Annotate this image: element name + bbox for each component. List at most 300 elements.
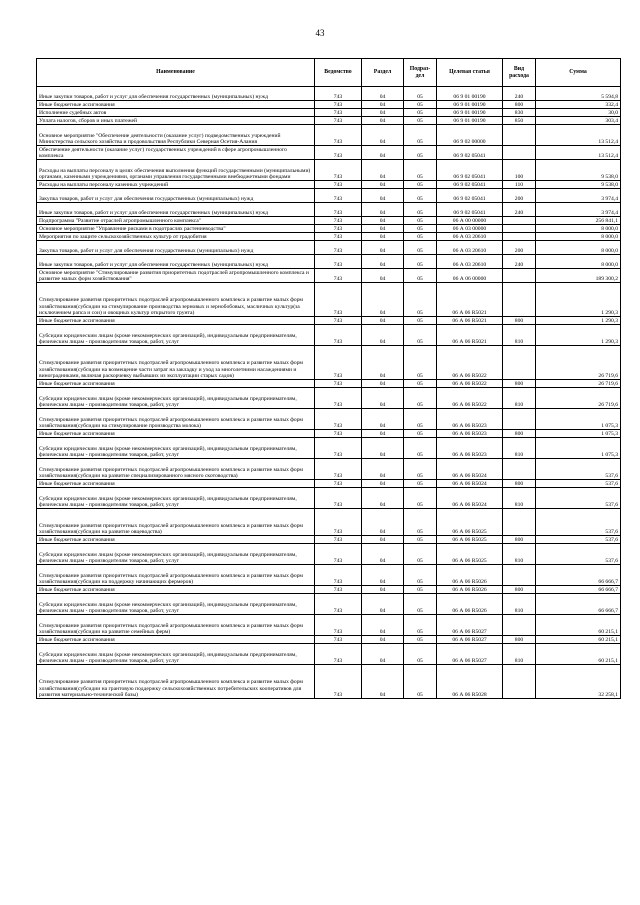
cell-name: Иные бюджетные ассигнования bbox=[37, 317, 315, 325]
cell-section: 04 bbox=[362, 125, 404, 146]
cell-section: 04 bbox=[362, 255, 404, 269]
cell-target: 06 А 06 R5027 bbox=[437, 615, 503, 636]
table-row bbox=[37, 438, 621, 459]
cell-expense bbox=[503, 233, 536, 241]
cell-subsection: 05 bbox=[404, 217, 437, 225]
cell-subsection: 05 bbox=[404, 459, 437, 480]
table-row bbox=[37, 117, 621, 125]
cell-name: Субсидии юридическим лицам (кроме некоммерческих организаций), индивидуальным предпринимателям, физическим лицам - производителям товаров, работ, услуг bbox=[37, 388, 315, 409]
cell-section: 04 bbox=[362, 325, 404, 346]
cell-subsection: 05 bbox=[404, 388, 437, 409]
cell-name: Иные бюджетные ассигнования bbox=[37, 636, 315, 644]
cell-amount: 66 666,7 bbox=[536, 594, 621, 615]
cell-expense bbox=[503, 146, 536, 160]
cell-amount: 3 974,4 bbox=[536, 189, 621, 203]
cell-name: Стимулирование развития приоритетных подотраслей агропромышленного комплекса и развитие малых форм хозяйствования(субсидии на развитие овцеводства) bbox=[37, 509, 315, 536]
cell-ministry: 743 bbox=[315, 117, 362, 125]
cell-amount: 8 000,0 bbox=[536, 255, 621, 269]
cell-ministry: 743 bbox=[315, 536, 362, 544]
cell-subsection: 05 bbox=[404, 430, 437, 438]
cell-subsection: 05 bbox=[404, 509, 437, 536]
cell-section: 04 bbox=[362, 644, 404, 665]
cell-amount: 9 538,0 bbox=[536, 160, 621, 181]
cell-expense: 240 bbox=[503, 87, 536, 101]
cell-expense bbox=[503, 565, 536, 586]
cell-expense: 810 bbox=[503, 388, 536, 409]
cell-amount: 3 974,4 bbox=[536, 203, 621, 217]
cell-expense bbox=[503, 217, 536, 225]
cell-amount: 537,6 bbox=[536, 544, 621, 565]
cell-ministry: 743 bbox=[315, 565, 362, 586]
table-row bbox=[37, 225, 621, 233]
budget-table bbox=[36, 58, 621, 699]
cell-expense: 810 bbox=[503, 488, 536, 509]
table-row bbox=[37, 346, 621, 380]
table-row bbox=[37, 636, 621, 644]
table-row bbox=[37, 488, 621, 509]
cell-subsection: 05 bbox=[404, 241, 437, 255]
table-row bbox=[37, 101, 621, 109]
cell-expense: 810 bbox=[503, 594, 536, 615]
cell-target: 06 А 06 R5024 bbox=[437, 488, 503, 509]
cell-subsection: 05 bbox=[404, 380, 437, 388]
cell-subsection: 05 bbox=[404, 438, 437, 459]
page-number: 43 bbox=[315, 28, 325, 38]
cell-expense bbox=[503, 125, 536, 146]
cell-target: 06 А 06 R5021 bbox=[437, 317, 503, 325]
table-row bbox=[37, 269, 621, 283]
cell-name: Стимулирование развития приоритетных подотраслей агропромышленного комплекса и развитие малых форм хозяйствования(субсидии на развитие семейных ферм) bbox=[37, 615, 315, 636]
cell-target: 06 9 01 00190 bbox=[437, 101, 503, 109]
cell-amount: 60 215,1 bbox=[536, 644, 621, 665]
cell-name: Основное мероприятие "Управление рисками в подотраслях растениеводства" bbox=[37, 225, 315, 233]
cell-name: Закупка товаров, работ и услуг для обеспечения государственных (муниципальных) нужд bbox=[37, 241, 315, 255]
cell-section: 04 bbox=[362, 203, 404, 217]
cell-target: 06 9 02 05041 bbox=[437, 146, 503, 160]
cell-expense: 830 bbox=[503, 109, 536, 117]
table-body bbox=[37, 87, 621, 699]
cell-ministry: 743 bbox=[315, 225, 362, 233]
cell-expense bbox=[503, 225, 536, 233]
cell-name: Субсидии юридическим лицам (кроме некоммерческих организаций), индивидуальным предпринимателям, физическим лицам - производителям товаров, работ, услуг bbox=[37, 544, 315, 565]
cell-name: Иные бюджетные ассигнования bbox=[37, 536, 315, 544]
cell-name: Иные бюджетные ассигнования bbox=[37, 101, 315, 109]
cell-subsection: 05 bbox=[404, 488, 437, 509]
cell-amount: 1 075,3 bbox=[536, 409, 621, 430]
cell-name: Стимулирование развития приоритетных подотраслей агропромышленного комплекса и развитие малых форм хозяйствования(субсидии на грантовую поддержку сельскохозяйственных потребительских кооперативов для развития материально-технической базы) bbox=[37, 665, 315, 699]
cell-ministry: 743 bbox=[315, 430, 362, 438]
cell-amount: 30,0 bbox=[536, 109, 621, 117]
cell-ministry: 743 bbox=[315, 346, 362, 380]
cell-section: 04 bbox=[362, 594, 404, 615]
cell-target: 06 А 06 R5022 bbox=[437, 346, 503, 380]
cell-name: Субсидии юридическим лицам (кроме некоммерческих организаций), индивидуальным предпринимателям, физическим лицам - производителям товаров, работ, услуг bbox=[37, 325, 315, 346]
cell-target: 06 А 03 20610 bbox=[437, 233, 503, 241]
cell-target: 06 А 06 R5026 bbox=[437, 565, 503, 586]
cell-subsection: 05 bbox=[404, 594, 437, 615]
cell-amount: 66 666,7 bbox=[536, 586, 621, 594]
cell-subsection: 05 bbox=[404, 255, 437, 269]
cell-amount: 189 300,2 bbox=[536, 269, 621, 283]
cell-amount: 303,4 bbox=[536, 117, 621, 125]
cell-section: 04 bbox=[362, 488, 404, 509]
cell-expense bbox=[503, 269, 536, 283]
cell-subsection: 05 bbox=[404, 586, 437, 594]
cell-ministry: 743 bbox=[315, 125, 362, 146]
cell-section: 04 bbox=[362, 117, 404, 125]
cell-amount: 13 512,4 bbox=[536, 146, 621, 160]
cell-subsection: 05 bbox=[404, 101, 437, 109]
cell-expense: 200 bbox=[503, 189, 536, 203]
cell-target: 06 А 06 R5024 bbox=[437, 480, 503, 488]
cell-ministry: 743 bbox=[315, 480, 362, 488]
cell-name: Иные бюджетные ассигнования bbox=[37, 430, 315, 438]
cell-ministry: 743 bbox=[315, 101, 362, 109]
cell-section: 04 bbox=[362, 160, 404, 181]
cell-amount: 32 258,1 bbox=[536, 665, 621, 699]
cell-subsection: 05 bbox=[404, 146, 437, 160]
table-row bbox=[37, 430, 621, 438]
cell-ministry: 743 bbox=[315, 160, 362, 181]
cell-subsection: 05 bbox=[404, 87, 437, 101]
cell-section: 04 bbox=[362, 509, 404, 536]
cell-name: Иные бюджетные ассигнования bbox=[37, 586, 315, 594]
table-row bbox=[37, 283, 621, 317]
cell-section: 04 bbox=[362, 544, 404, 565]
cell-target: 06 А 06 R5023 bbox=[437, 438, 503, 459]
cell-expense: 800 bbox=[503, 317, 536, 325]
cell-subsection: 05 bbox=[404, 189, 437, 203]
cell-target: 06 9 02 00000 bbox=[437, 125, 503, 146]
cell-target: 06 А 06 R5022 bbox=[437, 388, 503, 409]
cell-target: 06 А 03 20610 bbox=[437, 241, 503, 255]
cell-target: 06 А 06 R5027 bbox=[437, 644, 503, 665]
cell-name: Основное мероприятие "Стимулирование развития приоритетных подотраслей агропромышленного комплекса и развитие малых форм хозяйствования" bbox=[37, 269, 315, 283]
cell-target: 06 А 06 R5021 bbox=[437, 325, 503, 346]
cell-subsection: 05 bbox=[404, 233, 437, 241]
cell-name: Закупка товаров, работ и услуг для обеспечения государственных (муниципальных) нужд bbox=[37, 189, 315, 203]
cell-expense: 240 bbox=[503, 203, 536, 217]
table-row bbox=[37, 565, 621, 586]
table-row bbox=[37, 241, 621, 255]
table-row bbox=[37, 325, 621, 346]
cell-expense: 800 bbox=[503, 480, 536, 488]
cell-ministry: 743 bbox=[315, 189, 362, 203]
header-target: Целевая статья bbox=[437, 59, 503, 87]
cell-expense: 800 bbox=[503, 636, 536, 644]
cell-amount: 5 594,8 bbox=[536, 87, 621, 101]
cell-expense bbox=[503, 615, 536, 636]
cell-subsection: 05 bbox=[404, 636, 437, 644]
cell-target: 06 А 06 R5022 bbox=[437, 380, 503, 388]
header-section: Раздел bbox=[362, 59, 404, 87]
cell-section: 04 bbox=[362, 665, 404, 699]
cell-ministry: 743 bbox=[315, 317, 362, 325]
cell-name: Подпрограмма "Развитие отраслей агропромышленного комплекса" bbox=[37, 217, 315, 225]
cell-target: 06 9 01 00190 bbox=[437, 87, 503, 101]
cell-amount: 537,6 bbox=[536, 488, 621, 509]
cell-name: Иные бюджетные ассигнования bbox=[37, 480, 315, 488]
table-row bbox=[37, 181, 621, 189]
cell-target: 06 9 01 00190 bbox=[437, 109, 503, 117]
cell-section: 04 bbox=[362, 269, 404, 283]
cell-name: Стимулирование развития приоритетных подотраслей агропромышленного комплекса и развитие малых форм хозяйствования(субсидии на развитие специализированного мясного скотоводства) bbox=[37, 459, 315, 480]
cell-target: 06 А 06 R5028 bbox=[437, 665, 503, 699]
cell-subsection: 05 bbox=[404, 283, 437, 317]
table-row bbox=[37, 409, 621, 430]
table-row bbox=[37, 146, 621, 160]
cell-amount: 1 075,3 bbox=[536, 438, 621, 459]
table-row bbox=[37, 480, 621, 488]
cell-target: 06 А 06 R5025 bbox=[437, 536, 503, 544]
cell-amount: 537,6 bbox=[536, 509, 621, 536]
cell-amount: 537,6 bbox=[536, 459, 621, 480]
cell-name: Стимулирование развития приоритетных подотраслей агропромышленного комплекса и развитие малых форм хозяйствования(субсидии на стимулирование производства зерновых и зернобобовых, масличных культур(за исключением рапса и сои) и овощных культур открытого грунта) bbox=[37, 283, 315, 317]
cell-target: 06 А 06 R5024 bbox=[437, 459, 503, 480]
cell-amount: 26 719,6 bbox=[536, 380, 621, 388]
cell-name: Иные закупки товаров, работ и услуг для обеспечения государственных (муниципальных) нужд bbox=[37, 203, 315, 217]
cell-name: Обеспечение деятельности (оказание услуг) государственных учреждений в сфере агропромышленного комплекса bbox=[37, 146, 315, 160]
cell-amount: 8 000,0 bbox=[536, 233, 621, 241]
cell-name: Субсидии юридическим лицам (кроме некоммерческих организаций), индивидуальным предпринимателям, физическим лицам - производителям товаров, работ, услуг bbox=[37, 594, 315, 615]
table-row bbox=[37, 125, 621, 146]
cell-amount: 13 512,4 bbox=[536, 125, 621, 146]
cell-name: Стимулирование развития приоритетных подотраслей агропромышленного комплекса и развитие малых форм хозяйствования(субсидии на поддержку начинающих фермеров) bbox=[37, 565, 315, 586]
header-expense: Вид расхода bbox=[503, 59, 536, 87]
cell-target: 06 9 01 00190 bbox=[437, 117, 503, 125]
cell-section: 04 bbox=[362, 480, 404, 488]
cell-name: Иные бюджетные ассигнования bbox=[37, 380, 315, 388]
cell-section: 04 bbox=[362, 146, 404, 160]
cell-subsection: 05 bbox=[404, 203, 437, 217]
cell-ministry: 743 bbox=[315, 203, 362, 217]
cell-ministry: 743 bbox=[315, 636, 362, 644]
cell-subsection: 05 bbox=[404, 615, 437, 636]
cell-ministry: 743 bbox=[315, 488, 362, 509]
cell-name: Стимулирование развития приоритетных подотраслей агропромышленного комплекса и развитие малых форм хозяйствования(субсидии на возмещение части затрат на закладку и уход за многолетними насаждениями и виноградниками, включая раскорчевку выбывших из эксплуатации старых садов) bbox=[37, 346, 315, 380]
cell-ministry: 743 bbox=[315, 283, 362, 317]
cell-amount: 8 000,0 bbox=[536, 241, 621, 255]
cell-ministry: 743 bbox=[315, 544, 362, 565]
cell-section: 04 bbox=[362, 233, 404, 241]
cell-expense: 810 bbox=[503, 644, 536, 665]
cell-subsection: 05 bbox=[404, 665, 437, 699]
cell-target: 06 А 03 20610 bbox=[437, 255, 503, 269]
cell-section: 04 bbox=[362, 586, 404, 594]
cell-name: Стимулирование развития приоритетных подотраслей агропромышленного комплекса и развитие малых форм хозяйствования(субсидии на стимулирование производства молока) bbox=[37, 409, 315, 430]
header-amount: Сумма bbox=[536, 59, 621, 87]
cell-name: Расходы на выплаты персоналу казенных учреждений bbox=[37, 181, 315, 189]
cell-expense: 240 bbox=[503, 255, 536, 269]
cell-target: 06 9 02 05041 bbox=[437, 160, 503, 181]
cell-ministry: 743 bbox=[315, 255, 362, 269]
cell-ministry: 743 bbox=[315, 644, 362, 665]
cell-ministry: 743 bbox=[315, 438, 362, 459]
cell-name: Исполнение судебных актов bbox=[37, 109, 315, 117]
cell-name: Субсидии юридическим лицам (кроме некоммерческих организаций), индивидуальным предпринимателям, физическим лицам - производителям товаров, работ, услуг bbox=[37, 438, 315, 459]
cell-expense: 200 bbox=[503, 241, 536, 255]
cell-subsection: 05 bbox=[404, 325, 437, 346]
cell-target: 06 А 06 R5025 bbox=[437, 509, 503, 536]
cell-section: 04 bbox=[362, 317, 404, 325]
cell-target: 06 9 02 05041 bbox=[437, 181, 503, 189]
cell-name: Основное мероприятие "Обеспечение деятельности (оказание услуг) подведомственных учреждений Министерства сельского хозяйства и продовольствия Республики Северная Осетия-Алания bbox=[37, 125, 315, 146]
cell-ministry: 743 bbox=[315, 146, 362, 160]
cell-ministry: 743 bbox=[315, 509, 362, 536]
cell-subsection: 05 bbox=[404, 409, 437, 430]
table-row bbox=[37, 217, 621, 225]
cell-amount: 26 719,6 bbox=[536, 388, 621, 409]
cell-ministry: 743 bbox=[315, 665, 362, 699]
cell-ministry: 743 bbox=[315, 269, 362, 283]
cell-section: 04 bbox=[362, 87, 404, 101]
cell-subsection: 05 bbox=[404, 644, 437, 665]
cell-expense bbox=[503, 665, 536, 699]
cell-amount: 66 666,7 bbox=[536, 565, 621, 586]
table-row bbox=[37, 509, 621, 536]
cell-name: Субсидии юридическим лицам (кроме некоммерческих организаций), индивидуальным предпринимателям, физическим лицам - производителям товаров, работ, услуг bbox=[37, 488, 315, 509]
header-name: Наименование bbox=[37, 59, 315, 87]
cell-target: 06 А 06 R5026 bbox=[437, 586, 503, 594]
cell-section: 04 bbox=[362, 241, 404, 255]
cell-subsection: 05 bbox=[404, 160, 437, 181]
cell-subsection: 05 bbox=[404, 346, 437, 380]
cell-target: 06 9 02 05041 bbox=[437, 189, 503, 203]
cell-target: 06 9 02 05041 bbox=[437, 203, 503, 217]
cell-ministry: 743 bbox=[315, 233, 362, 241]
table-row bbox=[37, 665, 621, 699]
table-row bbox=[37, 615, 621, 636]
cell-section: 04 bbox=[362, 388, 404, 409]
table-row bbox=[37, 544, 621, 565]
cell-ministry: 743 bbox=[315, 87, 362, 101]
cell-amount: 8 000,0 bbox=[536, 225, 621, 233]
cell-expense: 800 bbox=[503, 586, 536, 594]
cell-ministry: 743 bbox=[315, 388, 362, 409]
cell-target: 06 А 06 R5023 bbox=[437, 409, 503, 430]
cell-amount: 1 290,3 bbox=[536, 283, 621, 317]
cell-section: 04 bbox=[362, 346, 404, 380]
cell-section: 04 bbox=[362, 109, 404, 117]
header-row bbox=[37, 59, 621, 87]
cell-amount: 332,4 bbox=[536, 101, 621, 109]
table-row bbox=[37, 233, 621, 241]
cell-section: 04 bbox=[362, 189, 404, 203]
table-row bbox=[37, 380, 621, 388]
table-row bbox=[37, 255, 621, 269]
cell-ministry: 743 bbox=[315, 217, 362, 225]
cell-section: 04 bbox=[362, 615, 404, 636]
cell-expense bbox=[503, 346, 536, 380]
cell-expense bbox=[503, 409, 536, 430]
cell-subsection: 05 bbox=[404, 565, 437, 586]
cell-ministry: 743 bbox=[315, 586, 362, 594]
cell-section: 04 bbox=[362, 459, 404, 480]
cell-target: 06 А 06 R5023 bbox=[437, 430, 503, 438]
cell-amount: 537,6 bbox=[536, 536, 621, 544]
cell-expense bbox=[503, 283, 536, 317]
cell-subsection: 05 bbox=[404, 109, 437, 117]
cell-ministry: 743 bbox=[315, 615, 362, 636]
cell-subsection: 05 bbox=[404, 117, 437, 125]
cell-ministry: 743 bbox=[315, 109, 362, 117]
cell-target: 06 А 06 R5021 bbox=[437, 283, 503, 317]
table-row bbox=[37, 87, 621, 101]
cell-expense: 800 bbox=[503, 380, 536, 388]
cell-ministry: 743 bbox=[315, 181, 362, 189]
table-row bbox=[37, 459, 621, 480]
cell-name: Расходы на выплаты персоналу в целях обеспечения выполнения функций государственными (муниципальными) органами, казенными учреждениями, органами управления государственными внебюджетными фондами bbox=[37, 160, 315, 181]
cell-subsection: 05 bbox=[404, 317, 437, 325]
cell-amount: 537,6 bbox=[536, 480, 621, 488]
cell-name: Иные закупки товаров, работ и услуг для обеспечения государственных (муниципальных) нужд bbox=[37, 87, 315, 101]
cell-amount: 1 290,3 bbox=[536, 325, 621, 346]
cell-target: 06 А 06 R5026 bbox=[437, 594, 503, 615]
table-row bbox=[37, 109, 621, 117]
cell-ministry: 743 bbox=[315, 380, 362, 388]
table-row bbox=[37, 644, 621, 665]
cell-expense: 800 bbox=[503, 430, 536, 438]
cell-section: 04 bbox=[362, 225, 404, 233]
header-subsection: Подраз-дел bbox=[404, 59, 437, 87]
cell-amount: 60 215,1 bbox=[536, 615, 621, 636]
cell-amount: 1 290,3 bbox=[536, 317, 621, 325]
cell-expense: 800 bbox=[503, 536, 536, 544]
cell-name: Уплата налогов, сборов и иных платежей bbox=[37, 117, 315, 125]
cell-section: 04 bbox=[362, 438, 404, 459]
cell-name: Субсидии юридическим лицам (кроме некоммерческих организаций), индивидуальным предпринимателям, физическим лицам - производителям товаров, работ, услуг bbox=[37, 644, 315, 665]
cell-subsection: 05 bbox=[404, 225, 437, 233]
cell-expense: 110 bbox=[503, 181, 536, 189]
cell-ministry: 743 bbox=[315, 594, 362, 615]
cell-section: 04 bbox=[362, 409, 404, 430]
cell-amount: 26 719,6 bbox=[536, 346, 621, 380]
cell-section: 04 bbox=[362, 380, 404, 388]
cell-subsection: 05 bbox=[404, 125, 437, 146]
table-row bbox=[37, 594, 621, 615]
cell-expense: 100 bbox=[503, 160, 536, 181]
cell-expense: 850 bbox=[503, 117, 536, 125]
cell-section: 04 bbox=[362, 283, 404, 317]
header-ministry: Ведомство bbox=[315, 59, 362, 87]
cell-ministry: 743 bbox=[315, 409, 362, 430]
table-row bbox=[37, 586, 621, 594]
cell-name: Мероприятия по защите сельскохозяйственных культур от градобития bbox=[37, 233, 315, 241]
cell-amount: 1 075,3 bbox=[536, 430, 621, 438]
cell-expense: 800 bbox=[503, 101, 536, 109]
table-row bbox=[37, 189, 621, 203]
cell-target: 06 А 03 00000 bbox=[437, 225, 503, 233]
cell-target: 06 А 00 00000 bbox=[437, 217, 503, 225]
cell-expense bbox=[503, 459, 536, 480]
cell-expense: 810 bbox=[503, 438, 536, 459]
cell-ministry: 743 bbox=[315, 459, 362, 480]
cell-target: 06 А 06 R5027 bbox=[437, 636, 503, 644]
table-row bbox=[37, 203, 621, 217]
cell-ministry: 743 bbox=[315, 241, 362, 255]
cell-section: 04 bbox=[362, 565, 404, 586]
cell-subsection: 05 bbox=[404, 536, 437, 544]
cell-expense: 810 bbox=[503, 544, 536, 565]
cell-amount: 60 215,1 bbox=[536, 636, 621, 644]
cell-expense: 810 bbox=[503, 325, 536, 346]
cell-name: Иные закупки товаров, работ и услуг для обеспечения государственных (муниципальных) нужд bbox=[37, 255, 315, 269]
table-row bbox=[37, 536, 621, 544]
cell-ministry: 743 bbox=[315, 325, 362, 346]
table-row bbox=[37, 388, 621, 409]
cell-subsection: 05 bbox=[404, 181, 437, 189]
cell-section: 04 bbox=[362, 636, 404, 644]
